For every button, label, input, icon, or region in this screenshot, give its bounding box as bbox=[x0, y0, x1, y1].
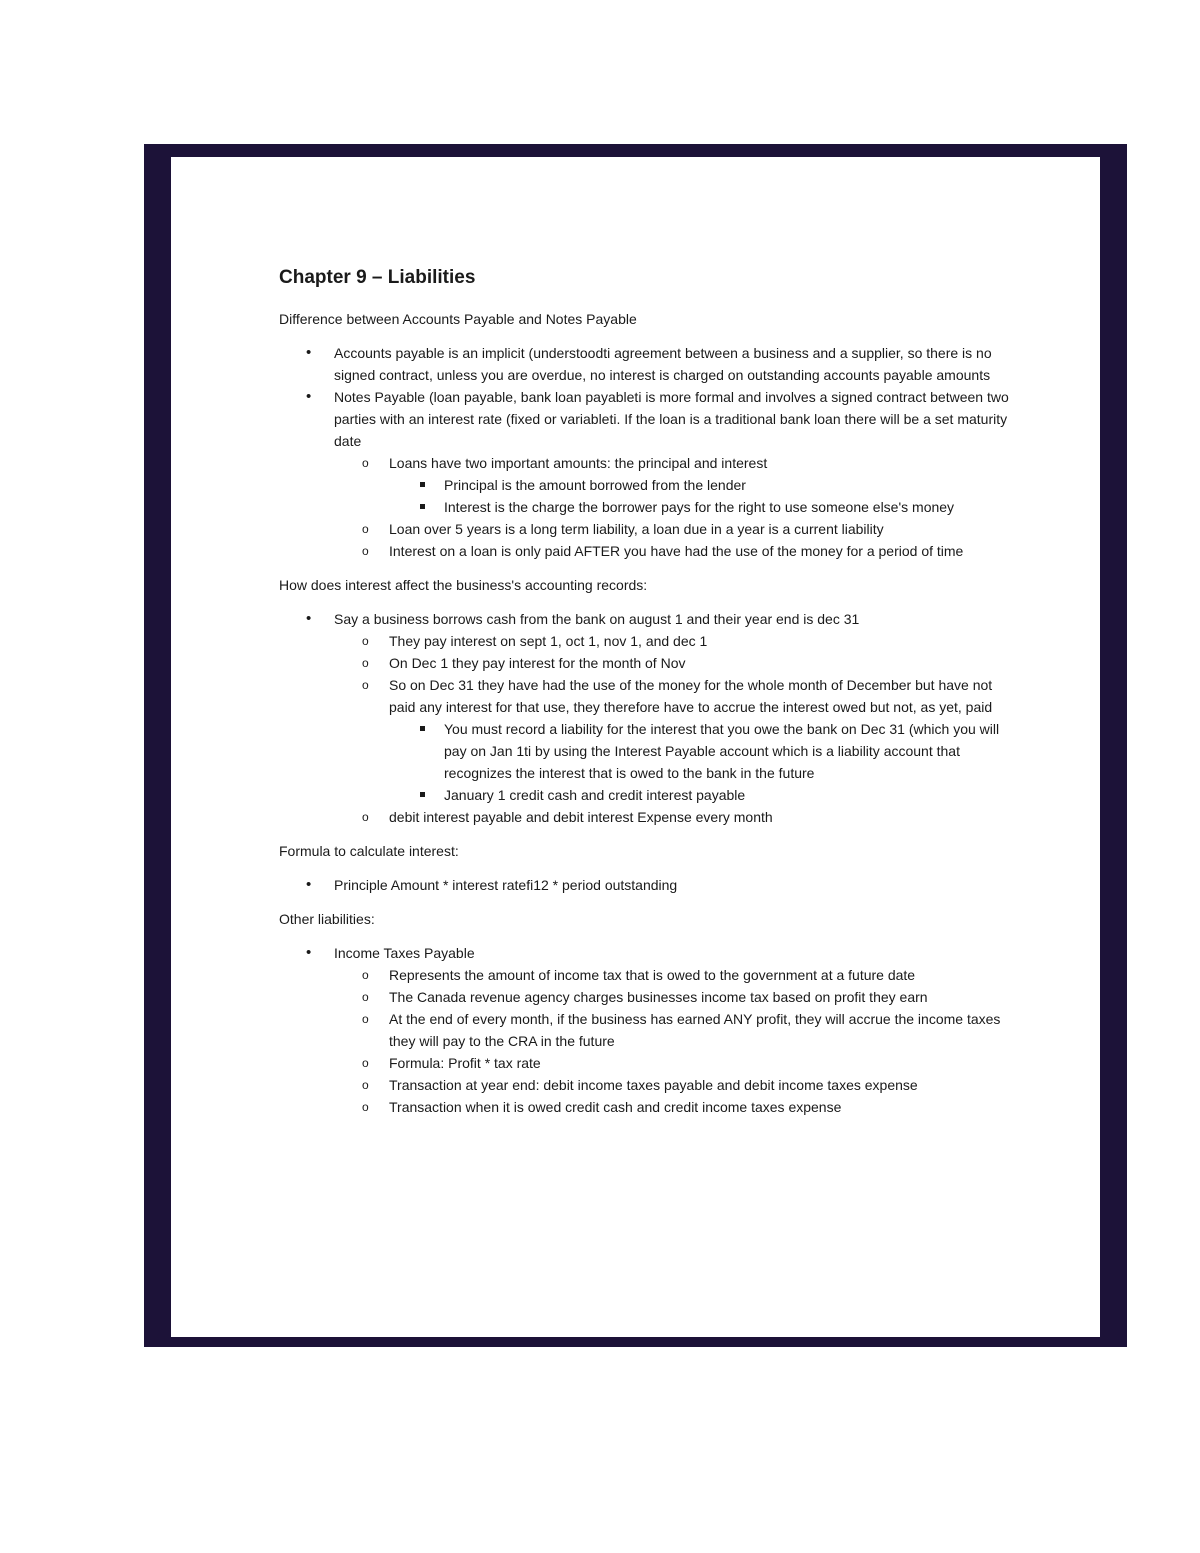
list-item: o Loan over 5 years is a long term liability, a loan due in a year is a current liability bbox=[334, 518, 1009, 540]
list-item: Principal is the amount borrowed from the lender bbox=[389, 474, 1009, 496]
section-heading: Difference between Accounts Payable and Notes Payable bbox=[279, 311, 637, 327]
sub-list bbox=[334, 630, 1009, 828]
list-item: o Represents the amount of income tax that is owed to the government at a future date bbox=[334, 964, 1009, 986]
document-content bbox=[279, 264, 1009, 1130]
section-heading: How does interest affect the business's accounting records: bbox=[279, 577, 648, 593]
list-item: o Transaction when it is owed credit cash and credit income taxes expense bbox=[334, 1096, 1009, 1118]
bullet-list bbox=[279, 342, 1009, 562]
list-item: • Accounts payable is an implicit (understoodti agreement between a business and a supplier, so there is no signed contract, unless you are overdue, no interest is charged on outstanding accounts payable amounts bbox=[279, 342, 1009, 386]
list-item: o So on Dec 31 they have had the use of the money for the whole month of December but have not paid any interest for that use, they therefore have to accrue the interest owed but not, as yet, paid You must record a liability for the interest that you owe the bank on Dec 31 (which you will pay on Jan 1ti by using the Interest Payable account which is a liability account that recognizes the interest that is owed to the bank in the future January 1 credit cash and credit interest payable bbox=[334, 674, 1009, 806]
chapter-title: Chapter 9 – Liabilities bbox=[279, 267, 476, 288]
list-item: o The Canada revenue agency charges businesses income tax based on profit they earn bbox=[334, 986, 1009, 1008]
sub-sub-list bbox=[389, 474, 1009, 518]
list-item: o Transaction at year end: debit income taxes payable and debit income taxes expense bbox=[334, 1074, 1009, 1096]
bullet-list bbox=[279, 942, 1009, 1118]
section-heading: Other liabilities: bbox=[279, 911, 375, 927]
list-item: • Principle Amount * interest ratefi12 * period outstanding bbox=[279, 874, 1009, 896]
list-item: • Say a business borrows cash from the bank on august 1 and their year end is dec 31 o They pay interest on sept 1, oct 1, nov 1, and dec 1 o On Dec 1 they pay interest for the month of Nov o So on Dec 31 they have had the use of the money for the whole month of December but have not paid any interest for that use, they therefore have to accrue the interest owed but not, as yet, paid You must record a liability for the interest that you owe the bank on Dec 31 (which you will pay on Jan 1ti by using the Interest Payable account which is a liability account that recognizes the interest that is owed to the bank in the future January 1 credit cash and credit interest payable o debit interest payable and debit interest Expense every month bbox=[279, 608, 1009, 828]
list-item: o Interest on a loan is only paid AFTER you have had the use of the money for a period of time bbox=[334, 540, 1009, 562]
list-item: o They pay interest on sept 1, oct 1, nov 1, and dec 1 bbox=[334, 630, 1009, 652]
list-item: o Formula: Profit * tax rate bbox=[334, 1052, 1009, 1074]
list-item: You must record a liability for the interest that you owe the bank on Dec 31 (which you will pay on Jan 1ti by using the Interest Payable account which is a liability account that recognizes the interest that is owed to the bank in the future bbox=[389, 718, 1009, 784]
bullet-list bbox=[279, 608, 1009, 828]
list-item: o Loans have two important amounts: the principal and interest Principal is the amount borrowed from the lender Interest is the charge the borrower pays for the right to use someone else's money bbox=[334, 452, 1009, 518]
list-item: o debit interest payable and debit interest Expense every month bbox=[334, 806, 1009, 828]
list-item: • Notes Payable (loan payable, bank loan payableti is more formal and involves a signed contract between two parties with an interest rate (fixed or variableti. If the loan is a traditional bank loan there will be a set maturity date o Loans have two important amounts: the principal and interest Principal is the amount borrowed from the lender Interest is the charge the borrower pays for the right to use someone else's money o Loan over 5 years is a long term liability, a loan due in a year is a current liability o Interest on a loan is only paid AFTER you have had the use of the money for a period of time bbox=[279, 386, 1009, 562]
list-item: o At the end of every month, if the business has earned ANY profit, they will accrue the income taxes they will pay to the CRA in the future bbox=[334, 1008, 1009, 1052]
section-heading: Formula to calculate interest: bbox=[279, 843, 459, 859]
list-item: Interest is the charge the borrower pays for the right to use someone else's money bbox=[389, 496, 1009, 518]
list-item: o On Dec 1 they pay interest for the month of Nov bbox=[334, 652, 1009, 674]
list-item: • Income Taxes Payable o Represents the amount of income tax that is owed to the government at a future date o The Canada revenue agency charges businesses income tax based on profit they earn o At the end of every month, if the business has earned ANY profit, they will accrue the income taxes they will pay to the CRA in the future o Formula: Profit * tax rate o Transaction at year end: debit income taxes payable and debit income taxes expense o Transaction when it is owed credit cash and credit income taxes expense bbox=[279, 942, 1009, 1118]
bullet-list bbox=[279, 874, 1009, 896]
list-item: January 1 credit cash and credit interest payable bbox=[389, 784, 1009, 806]
sub-sub-list bbox=[389, 718, 1009, 806]
sub-list bbox=[334, 452, 1009, 562]
sub-list bbox=[334, 964, 1009, 1118]
